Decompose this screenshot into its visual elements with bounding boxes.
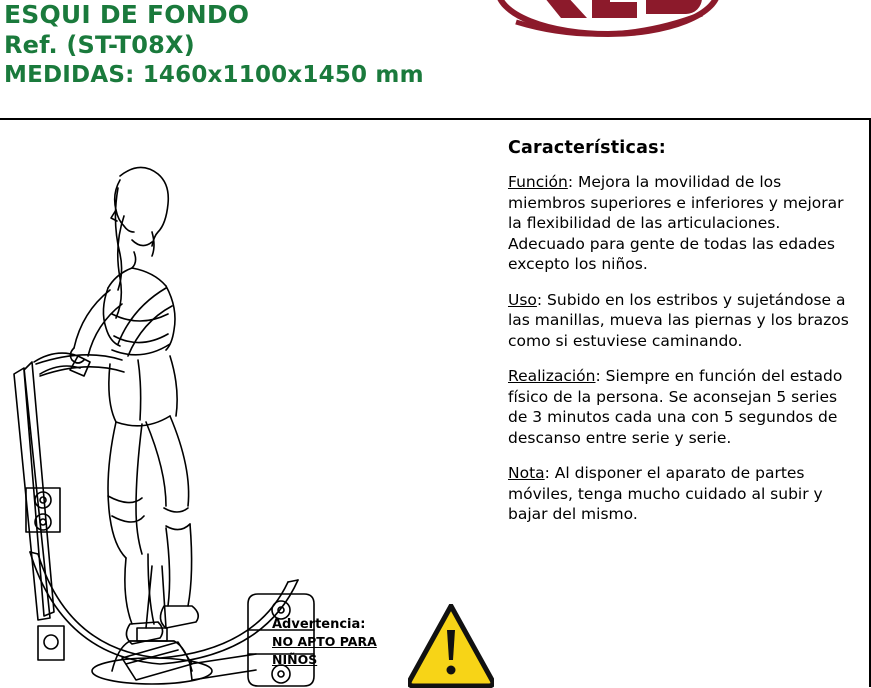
company-logo bbox=[496, 0, 721, 52]
characteristics-section bbox=[508, 138, 860, 540]
paragraph-funcion bbox=[508, 172, 860, 275]
paragraph-body-uso: : Subido en los estribos y sujetándose a las manillas, mueva las piernas y los brazos como si estuviese caminando. bbox=[508, 290, 849, 350]
warning-heading: Advertencia: bbox=[272, 617, 366, 632]
paragraph-label-uso: Uso bbox=[508, 290, 537, 309]
paragraph-nota bbox=[508, 463, 860, 525]
product-name: ESQUI DE FONDO bbox=[4, 0, 250, 29]
paragraph-body-realizacion: : Siempre en función del estado físico de la persona. Se aconsejan 5 series de 3 minutos cada una con 5 segundos de descanso entre serie y serie. bbox=[508, 367, 843, 447]
paragraph-realizacion bbox=[508, 366, 860, 448]
product-reference: Ref. (ST-T08X) bbox=[4, 31, 195, 59]
document-header bbox=[0, 0, 871, 112]
warning-message: NO APTO PARA NIÑOS bbox=[272, 634, 377, 667]
paragraph-body-nota: : Al disponer el aparato de partes móviles, tenga mucho cuidado al subir y bajar del mismo. bbox=[508, 464, 823, 523]
header-divider bbox=[0, 118, 871, 120]
section-heading: Características: bbox=[508, 138, 666, 158]
warning-text bbox=[272, 616, 402, 669]
paragraph-body-funcion: : Mejora la movilidad de los miembros superiores e inferiores y mejorar la flexibilidad de las articulaciones. Adecuado para gente de todas las edades excepto los niños. bbox=[508, 173, 844, 273]
product-dimensions: MEDIDAS: 1460x1100x1450 mm bbox=[4, 62, 424, 88]
warning-triangle-icon bbox=[408, 604, 494, 688]
paragraph-label-nota: Nota bbox=[508, 464, 545, 482]
paragraph-label-funcion: Función bbox=[508, 173, 568, 191]
paragraph-label-realizacion: Realización bbox=[508, 367, 596, 385]
warning-block bbox=[272, 604, 472, 687]
paragraph-uso bbox=[508, 290, 860, 352]
title-block bbox=[4, 0, 424, 90]
ski-machine-line-drawing bbox=[0, 124, 470, 687]
